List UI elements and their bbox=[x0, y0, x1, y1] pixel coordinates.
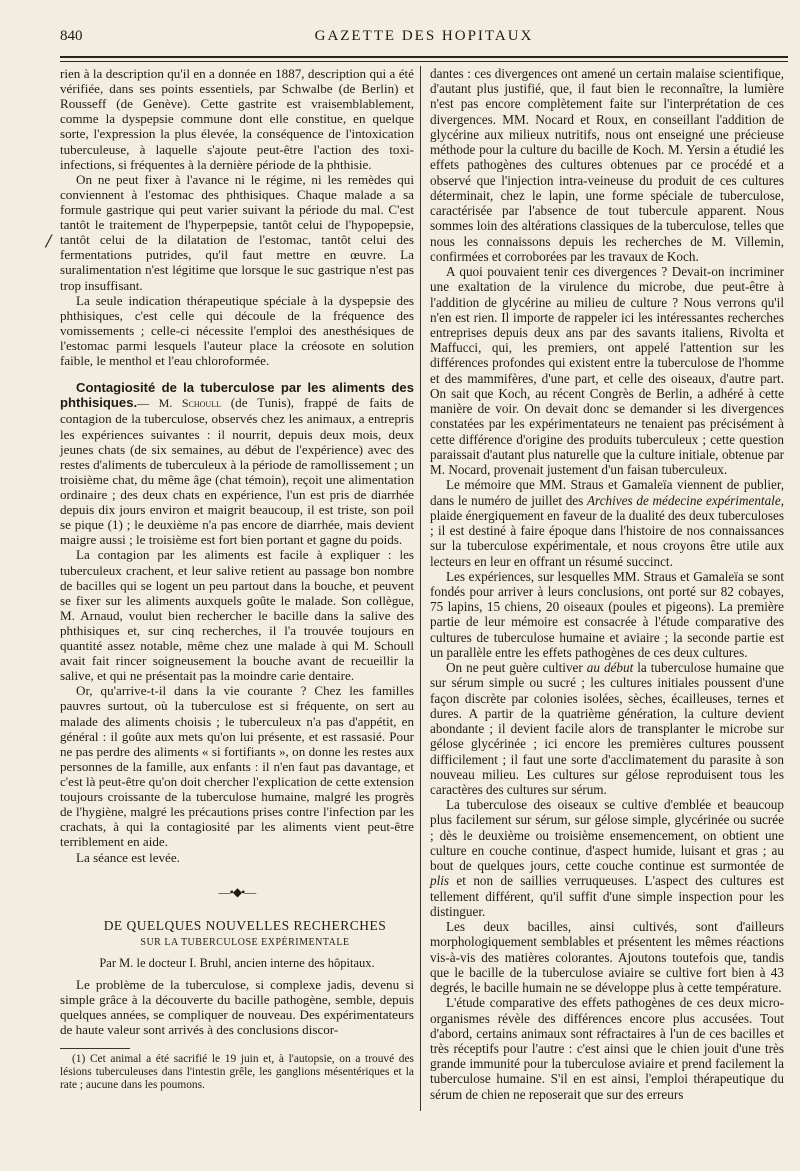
emphasis: au début bbox=[586, 660, 634, 676]
paragraph: dantes : ces divergences ont amené un certain malaise scientifique, d'autant plus justifié, que, il faut bien le reconnaître, la lumière n'est pas encore complètement faite sur l'interprétation de ces divergences. MM. Nocard et Roux, en conseillant l'addition de glycérine aux milieux nutritifs, nous ont enseigné une précieuse méthode pour la culture du bacille de Koch. M. Yersin a étudié les effets pathogènes des cultures obtenues par ce procédé et a observé que l'injection intra-veineuse du produit de ces cultures déterminait, chez le lapin, une forme spéciale de tuberculose, caractérisée par l'absence de tout tubercule apparent. Nous sommes loin des altérations classiques de la tuberculose, telles que nous les connaissons depuis les recherches de M. Villemin, confirmées et corroborées par les travaux de Koch. bbox=[430, 66, 784, 264]
author-name: — M. Schoull bbox=[137, 396, 221, 411]
right-column bbox=[430, 66, 784, 1102]
paragraph bbox=[430, 660, 784, 797]
paragraph: L'étude comparative des effets pathogènes de ces deux micro-organismes révèle des différences encore plus accusées. Tout d'abord, certains animaux sont réfractaires à l'un de ces bacilles et très réceptifs pour l'autre : c'est ainsi que le chien jouit d'une très grande immunité pour la tuberculose aviaire et prend facilement la tuberculose humaine. S'il en est ainsi, l'emploi thérapeutique du sérum de chien ne reposerait que sur des erreurs bbox=[430, 995, 784, 1102]
paragraph-text: Le mémoire que MM. Straus et Gamaleïa viennent de publier, dans le numéro de juillet des bbox=[430, 477, 784, 508]
paragraph bbox=[60, 380, 414, 547]
paragraph: La seule indication thérapeutique spéciale à la dyspepsie des phthisiques, c'est celle qui découle de la fréquence des vomissements ; celle-ci nécessite l'emploi des anesthésiques de l'estomac parmi lesquels l'auteur place la créosote en solution faible, le menthol et l'eau chloroformée. bbox=[60, 292, 414, 369]
paragraph: A quoi pouvaient tenir ces divergences ? Devait-on incriminer une exaltation de la virulence du microbe, due peut-être à l'addition de glycérine au milieu de culture ? Nous verrons qu'il n'en est rien. Il importe de rappeler ici les intéressantes recherches entreprises depuis deux ans par des savants italiens, Rivolta et Maffucci, qui, les premiers, ont appelé l'attention sur les différences profondes qui existent entre la tuberculose de l'homme et des mammifères, d'une part, et celle des oiseaux, d'autre part. On sait que Koch, au récent Congrès de Berlin, a adhéré à cette manière de voir. On devait donc se demander si les divergences constatées par les expérimentateurs ne tenaient pas précisément à cette différence d'origine des produits tuberculeux ; cette question paraissait d'autant plus naturelle que la culture initiale, obtenue par M. Nocard, provenait justement d'un faisan tuberculeux. bbox=[430, 264, 784, 478]
paragraph: La séance est levée. bbox=[76, 849, 180, 865]
paragraph-text: la tuberculose humaine que sur sérum simple ou sucré ; les cultures initiales poussent d'une façon discrète par colonies isolées, sèches, écailleuses, ternes et dures. A partir de la quatrième génération, la culture devient abondante ; il devient facile alors de transplanter le microbe sur gélose glycérinée ; ici encore les premières cultures poussent difficilement ; il faut une sorte d'acclimatement du parasite à son nouveau milieu. Les cultures sur gélose reproduisent tous les caractères des cultures sur sérum. bbox=[430, 660, 784, 798]
footnote-rule bbox=[60, 1048, 130, 1049]
article-title: DE QUELQUES NOUVELLES RECHERCHES bbox=[103, 917, 387, 933]
left-column bbox=[60, 66, 414, 1092]
header-rule-thin bbox=[60, 61, 788, 62]
journal-reference: Archives de médecine expérimentale bbox=[587, 492, 781, 508]
paragraph-text: , plaide énergiquement en faveur de la dualité des deux tuberculoses ; il est destiné à faire époque dans l'histoire de nos connaissances sur la tuberculose expérimentale, et nous croyons être utile aux lecteurs en leur en offrant un résumé succinct. bbox=[430, 492, 784, 569]
paragraph-text: et non de saillies verruqueuses. L'aspect des cultures est tellement différent, qu'il suffit d'une simple inspection pour les distinguer. bbox=[430, 873, 784, 919]
paragraph: La contagion par les aliments est facile à expliquer : les tuberculeux crachent, et leur salive retient au passage bon nombre de bacilles qui se logent un peu partout dans la bouche, et peuvent se fixer sur les aliments auxquels goûte le malade. Son collègue, M. Arnaud, voulut bien rechercher le bacille dans la salive des phthisiques et, sur cinq recherches, il l'a trouvée toujours en quantité assez notable, même chez une malade à qui M. Schoull avait fait rincer soigneusement la bouche avant de recueillir la salive, et qui ne présentait pas la moindre carie dentaire. bbox=[60, 547, 414, 684]
header-rule bbox=[60, 56, 788, 58]
emphasis: plis bbox=[430, 873, 450, 889]
paragraph: Les expériences, sur lesquelles MM. Straus et Gamaleïa se sont fondés pour arriver à leurs conclusions, ont porté sur 82 cobayes, 75 lapins, 15 chiens, 20 oiseaux (poules et pigeons). La première partie de leur mémoire est consacrée à l'étude comparative des cultures de tuberculose humaine et aviaire ; la seconde partie est un parallèle entre les effets pathogènes de ces deux cultures. bbox=[430, 568, 784, 660]
paragraph: On ne peut fixer à l'avance ni le régime, ni les remèdes qui conviennent à l'estomac des phthisiques. Chaque malade a sa formule gastrique qui peut varier suivant la période du mal. C'est tantôt le traitement de l'hyperpepsie, tantôt celui de l'hypopepsie, tantôt celui de la dilatation de l'estomac, tantôt celui des fermentations putrides, qu'il faut mettre en œuvre. La suralimentation n'est légitime que lorsque le suc gastrique n'est pas trop insuffisant. bbox=[60, 171, 414, 293]
journal-title: GAZETTE DES HOPITAUX bbox=[314, 28, 534, 44]
paragraph-text: La tuberculose des oiseaux se cultive d'emblée et beaucoup plus facilement sur sérum, sur gélose simple, glycérinée ou sucrée ; dès le deuxième ou troisième ensemencement, on obtient une culture en couche continue, d'aspect humide, luisant et gras ; au bout de quelques jours, cette couche continue est surmontée de bbox=[430, 797, 784, 874]
page-header bbox=[60, 28, 788, 50]
column-separator bbox=[420, 66, 421, 1111]
footnote: (1) Cet animal a été sacrifié le 19 juin et, à l'autopsie, on a trouvé des lésions tuberculeuses dans l'intestin grêle, les ganglions mésentériques et la rate ; aucune dans les poumons. bbox=[60, 1052, 414, 1091]
paragraph: rien à la description qu'il en a donnée en 1887, description qui a été vérifiée, dans ses points essentiels, par Schwalbe (de Berlin) et Rousseff (de Genève). Cette gastrite est vraisemblablement, comme la dyspepsie commune dont elle constitue, en quelque sorte, l'expression la plus élevée, la conséquence de l'intoxication tuberculeuse, à laquelle s'ajoute peut-être l'action des toxi-infections, si fréquentes à la dernière période de la phthisie. bbox=[60, 66, 414, 172]
article-subtitle: SUR LA TUBERCULOSE EXPÉRIMENTALE bbox=[140, 936, 350, 948]
paragraph bbox=[430, 797, 784, 919]
margin-mark: / bbox=[46, 231, 52, 250]
article-byline: Par M. le docteur I. Bruhl, ancien interne des hôpitaux. bbox=[99, 956, 375, 971]
paragraph-text: (de Tunis), frappé de faits de contagion de la tuberculose, observés chez les animaux, a entrepris les expériences suivantes : il nourrit, depuis deux mois, deux jeunes chats (de six semaines, au début de l'expérience) avec des restes d'aliments de tuberculeux à la période de ramollissement ; un troisième chat, du même âge (chat témoin), reçoit une alimentation ordinaire ; des deux chats en expérience, l'un est pris de diarrhée depuis dix jours environ et maigrit beaucoup, il est triste, son poil se pique (1) ; le deuxième n'a pas encore de diarrhée, mais devient maigre aussi ; le troisième est fort bien portant et gagne du poids. bbox=[60, 395, 414, 548]
section-title: Contagiosité de la tuberculose par les aliments des phthisiques. bbox=[60, 380, 414, 411]
section-separator: —•◆•— bbox=[218, 884, 256, 899]
page-number: 840 bbox=[60, 28, 83, 44]
paragraph: Les deux bacilles, ainsi cultivés, sont d'ailleurs morphologiquement semblables et présentent les mêmes réactions vis-à-vis des matières colorantes. Ajoutons toutefois que, tandis que le bacille de la tuberculose aviaire se cultive fort bien à 43 degrés, le bacille humain ne se développe plus à cette température. bbox=[430, 919, 784, 996]
paragraph bbox=[430, 477, 784, 568]
paragraph: Or, qu'arrive-t-il dans la vie courante ? Chez les familles pauvres surtout, où la tuberculose est si fréquente, on sert au malade des aliments choisis ; le tuberculeux n'a pas d'appétit, en général : il goûte aux mets qu'on lui présente, et est rassasié. Pour ne pas perdre des aliments « si fortifiants », on donne les restes aux personnes de la famille, aux enfants : il n'en faut pas davantage, et c'est là peut-être qu'on doit chercher l'explication de cette extension toujours croissante de la tuberculose humaine, malgré les progrès de l'hygiène, malgré les précautions prises contre l'infection par les crachats, à qui la contagiosité par les aliments vient peut-être terriblement en aide. bbox=[60, 683, 414, 850]
paragraph: Le problème de la tuberculose, si complexe jadis, devenu si simple grâce à la découverte du bacille pathogène, semble, depuis quelques années, se compliquer de nouveau. Des expérimentateurs de haute valeur sont arrivés à des conclusions discor- bbox=[60, 977, 414, 1038]
paragraph-text: On ne peut guère cultiver bbox=[446, 660, 587, 676]
